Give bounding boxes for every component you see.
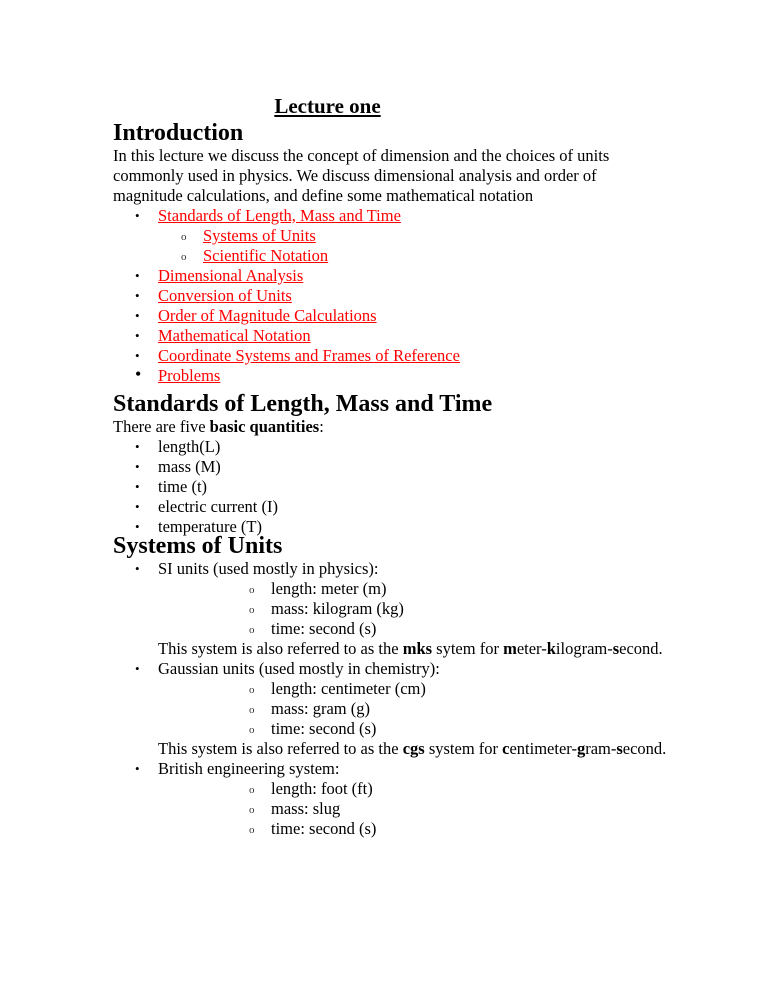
circle-bullet-icon: o [181,231,187,243]
note-text: ram- [585,739,617,758]
note-text: econd. [619,639,663,658]
toc-link-coordinate-systems[interactable]: Coordinate Systems and Frames of Reference [158,346,460,365]
standards-heading: Standards of Length, Mass and Time [113,391,493,417]
si-mass: mass: kilogram (kg) [271,599,404,618]
si-note [158,639,673,659]
toc-item [113,346,673,366]
note-text: eter- [516,639,547,658]
si-units-label: SI units (used mostly in physics): [158,559,379,578]
toc-link-order-of-magnitude[interactable]: Order of Magnitude Calculations [158,306,377,325]
page-title: Lecture one [274,94,381,118]
list-item [113,437,673,457]
toc-subitem [113,246,673,266]
quantity-time: time (t) [158,477,208,496]
list-item [113,619,673,639]
quantity-temperature: temperature (T) [158,517,262,536]
intro-line-1: In this lecture we discuss the concept of dimension and the choices of units [113,146,610,165]
si-length: length: meter (m) [271,579,387,598]
note-text: entimeter- [509,739,577,758]
circle-bullet-icon: o [249,704,255,716]
standards-intro [113,417,673,437]
table-of-contents [113,206,673,386]
list-item [113,579,673,599]
bullet-icon: • [135,288,140,303]
list-item-gaussian [113,659,673,759]
circle-bullet-icon: o [249,604,255,616]
list-item [113,599,673,619]
bullet-icon: • [135,439,140,454]
list-item [113,457,673,477]
gaussian-length: length: centimeter (cm) [271,679,426,698]
quantity-mass: mass (M) [158,457,221,476]
toc-link-scientific-notation[interactable]: Scientific Notation [203,246,329,265]
circle-bullet-icon: o [249,624,255,636]
list-item [113,679,673,699]
bullet-icon: • [135,459,140,474]
gaussian-mass: mass: gram (g) [271,699,370,718]
toc-item [113,306,673,326]
gaussian-units-list [113,679,673,739]
toc-sublist [158,226,673,266]
note-bold-letter: c [502,739,510,758]
toc-link-standards[interactable]: Standards of Length, Mass and Time [158,206,401,225]
bullet-icon: • [135,479,140,494]
note-bold-letter: k [546,639,556,658]
british-length: length: foot (ft) [271,779,373,798]
list-item-si [113,559,673,659]
note-bold-letter: g [576,739,586,758]
british-mass: mass: slug [271,799,341,818]
note-text: system for [424,739,503,758]
basic-quantities-list [113,437,673,537]
intro-line-2: commonly used in physics. We discuss dimensional analysis and order of [113,166,597,185]
gaussian-units-label: Gaussian units (used mostly in chemistry): [158,659,440,678]
toc-item [113,366,673,386]
note-bold-letter: s [616,739,623,758]
bullet-icon: • [135,268,140,283]
quantity-length: length(L) [158,437,221,456]
toc-item [113,286,673,306]
systems-section [113,533,673,839]
note-bold-letter: m [503,639,517,658]
basic-quantities-term: basic quantities [209,417,320,436]
gaussian-note [158,739,673,759]
note-text: econd. [622,739,667,758]
list-item [113,719,673,739]
note-text: sytem for [432,639,504,658]
circle-bullet-icon: o [249,784,255,796]
gaussian-time: time: second (s) [271,719,377,738]
standards-section [113,391,673,537]
toc-item [113,206,673,266]
bullet-icon: • [135,519,140,534]
note-text: This system is also referred to as the [158,639,403,658]
quantity-current: electric current (I) [158,497,278,516]
toc-link-problems[interactable]: Problems [158,366,221,385]
list-item [113,699,673,719]
bullet-icon: • [135,328,140,343]
systems-heading: Systems of Units [113,533,283,559]
british-units-list [113,779,673,839]
si-time: time: second (s) [271,619,377,638]
toc-item [113,266,673,286]
standards-intro-colon: : [319,417,324,436]
list-item [113,799,673,819]
cgs-term: cgs [402,739,425,758]
circle-bullet-icon: o [249,804,255,816]
bullet-icon: • [135,661,140,676]
circle-bullet-icon: o [181,251,187,263]
toc-item [113,326,673,346]
note-text: This system is also referred to as the [158,739,403,758]
bullet-icon: • [135,308,140,323]
mks-term: mks [402,639,433,658]
circle-bullet-icon: o [249,824,255,836]
circle-bullet-icon: o [249,724,255,736]
intro-line-3: magnitude calculations, and define some mathematical notation [113,186,534,205]
bullet-icon: • [135,208,140,223]
bullet-icon: • [135,561,140,576]
introduction-heading: Introduction [113,120,244,146]
circle-bullet-icon: o [249,584,255,596]
british-time: time: second (s) [271,819,377,838]
bullet-icon: • [135,761,140,776]
standards-intro-text: There are five [113,417,210,436]
list-item [113,779,673,799]
toc-link-conversion-of-units[interactable]: Conversion of Units [158,286,292,305]
introduction-section [113,120,673,386]
toc-subitem [113,226,673,246]
note-bold-letter: s [612,639,620,658]
toc-link-systems-of-units[interactable]: Systems of Units [203,226,316,245]
list-item-british [113,759,673,839]
list-item [113,477,673,497]
systems-list [113,559,673,839]
british-units-label: British engineering system: [158,759,340,778]
si-units-list [113,579,673,639]
bullet-icon: • [135,348,140,363]
bullet-icon: • [135,364,142,384]
toc-link-mathematical-notation[interactable]: Mathematical Notation [158,326,311,345]
circle-bullet-icon: o [249,684,255,696]
list-item [113,819,673,839]
bullet-icon: • [135,499,140,514]
note-text: ilogram- [555,639,613,658]
toc-link-dimensional-analysis[interactable]: Dimensional Analysis [158,266,304,285]
list-item [113,497,673,517]
